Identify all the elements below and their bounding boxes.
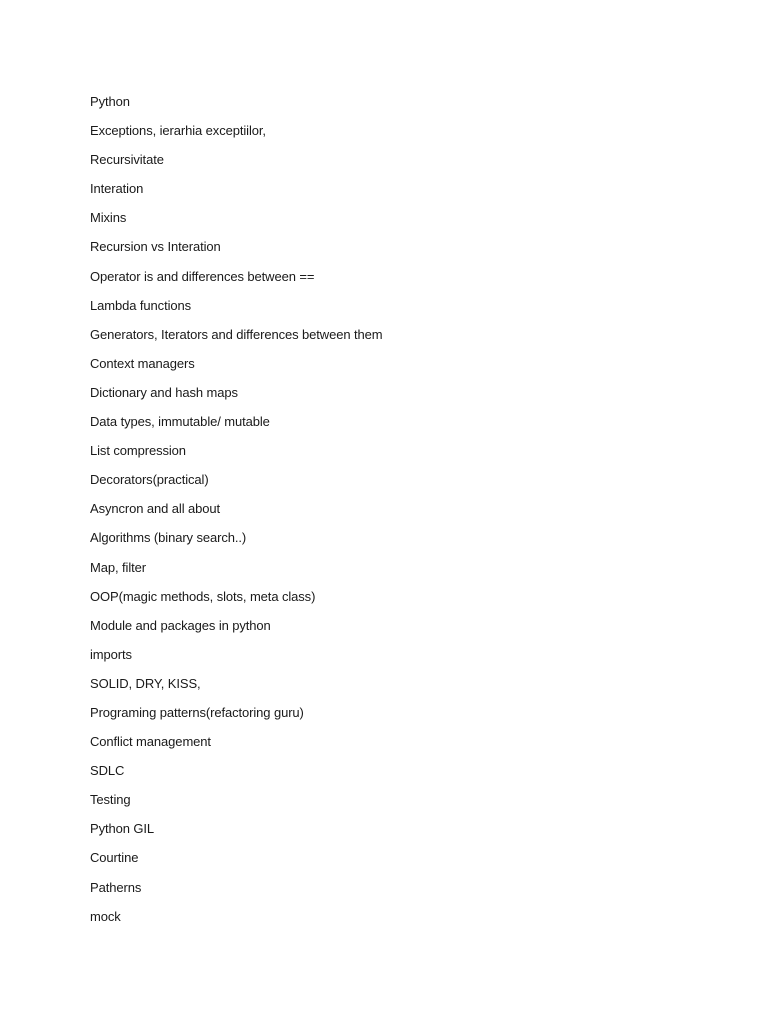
text-line: Algorithms (binary search..) (90, 530, 247, 546)
text-line: Patherns (90, 879, 142, 895)
text-line: SOLID, DRY, KISS, (90, 675, 201, 691)
text-line: OOP(magic methods, slots, meta class) (90, 588, 316, 604)
text-line: Context managers (90, 355, 195, 371)
text-line: Map, filter (90, 559, 146, 575)
text-line: Operator is and differences between == (90, 268, 315, 284)
text-line: Mixins (90, 210, 127, 226)
text-line: imports (90, 646, 132, 662)
text-line: List compression (90, 443, 186, 459)
text-line: Asyncron and all about (90, 501, 221, 517)
text-line: SDLC (90, 763, 125, 779)
text-line: Testing (90, 792, 131, 808)
text-line: Data types, immutable/ mutable (90, 414, 270, 430)
text-line: Python (90, 94, 130, 109)
text-line: Conflict management (90, 734, 211, 750)
text-line: Generators, Iterators and differences between them (90, 326, 383, 342)
text-line: Exceptions, ierarhia exceptiilor, (90, 123, 266, 139)
text-line: mock (90, 908, 121, 924)
text-line: Recursivitate (90, 152, 164, 168)
text-line: Programing patterns(refactoring guru) (90, 704, 304, 720)
text-line: Decorators(practical) (90, 472, 209, 488)
topic-list (90, 93, 382, 937)
text-line: Courtine (90, 850, 139, 866)
text-line: Python GIL (90, 821, 155, 837)
text-line: Lambda functions (90, 297, 192, 313)
text-line: Recursion vs Interation (90, 239, 221, 255)
text-line: Module and packages in python (90, 617, 271, 633)
text-line: Dictionary and hash maps (90, 384, 238, 400)
text-line: Interation (90, 181, 144, 197)
